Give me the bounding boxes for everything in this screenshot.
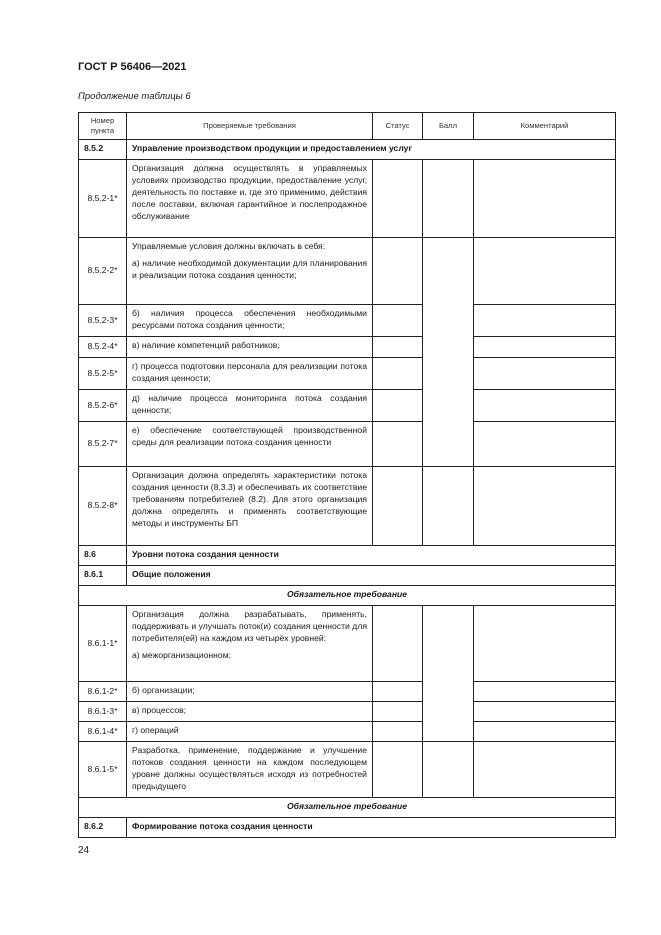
mandatory-requirement-label: Обязательное требование	[79, 586, 616, 606]
requirement-text: б) организации;	[127, 682, 373, 702]
row-number: 8.6.1-2*	[79, 682, 127, 702]
table-header-row	[79, 113, 616, 140]
row-number: 8.5.2-4*	[79, 337, 127, 358]
requirement-text: в) процессов;	[127, 702, 373, 722]
status-cell	[373, 722, 423, 742]
mandatory-requirement-row	[79, 798, 616, 818]
comment-cell	[474, 238, 616, 305]
row-number: 8.5.2-1*	[79, 160, 127, 238]
mandatory-requirement-row	[79, 586, 616, 606]
col-header-num: Номер пункта	[79, 113, 127, 140]
comment-cell	[474, 160, 616, 238]
requirement-text: г) операций	[127, 722, 373, 742]
table-caption: Продолжение таблицы 6	[78, 91, 191, 102]
table-row	[79, 742, 616, 798]
table-row	[79, 337, 616, 358]
status-cell	[373, 682, 423, 702]
status-cell	[373, 305, 423, 337]
col-header-comment: Комментарий	[474, 113, 616, 140]
comment-cell	[474, 422, 616, 467]
table-row	[79, 390, 616, 422]
row-number: 8.6.1	[79, 566, 127, 586]
row-number: 8.6	[79, 546, 127, 566]
requirement-text: б) наличия процесса обеспечения необходимыми ресурсами потока создания ценности;	[127, 305, 373, 337]
section-row	[79, 140, 616, 160]
section-title: Управление производством продукции и предоставлением услуг	[127, 140, 616, 160]
table-row	[79, 238, 616, 305]
row-number: 8.5.2-5*	[79, 358, 127, 390]
requirement-text: Организация должна определять характеристики потока создания ценности (8.3.3) и обеспечивать их соответствие требованиям потребителей (8.2). Для этого организация должна определять и применять соответствующие методы и инструменты БП	[127, 467, 373, 546]
ball-cell	[423, 467, 474, 546]
section-row	[79, 818, 616, 838]
table-row	[79, 422, 616, 467]
table-row	[79, 702, 616, 722]
comment-cell	[474, 305, 616, 337]
comment-cell	[474, 606, 616, 682]
comment-cell	[474, 390, 616, 422]
ball-cell	[423, 606, 474, 742]
row-number: 8.5.2	[79, 140, 127, 160]
table-row	[79, 358, 616, 390]
status-cell	[373, 606, 423, 682]
row-number: 8.6.1-5*	[79, 742, 127, 798]
status-cell	[373, 160, 423, 238]
comment-cell	[474, 337, 616, 358]
comment-cell	[474, 722, 616, 742]
ball-cell	[423, 160, 474, 238]
table-row	[79, 160, 616, 238]
requirement-text: д) наличие процесса мониторинга потока создания ценности;	[127, 390, 373, 422]
requirements-table	[78, 112, 616, 838]
col-header-ball: Балл	[423, 113, 474, 140]
ball-cell	[423, 742, 474, 798]
requirement-text: г) процесса подготовки персонала для реализации потока создания ценности;	[127, 358, 373, 390]
table-row	[79, 682, 616, 702]
requirement-text: Организация должна осуществлять в управляемых условиях производство продукции, предоставление услуг, деятельность по поставке и, где это применимо, действия после поставки, включая гарантийное и послепродажное обслуживание	[127, 160, 373, 238]
row-number: 8.5.2-8*	[79, 467, 127, 546]
row-number: 8.6.1-1*	[79, 606, 127, 682]
comment-cell	[474, 682, 616, 702]
section-title: Общие положения	[127, 566, 616, 586]
row-number: 8.6.1-3*	[79, 702, 127, 722]
ball-cell	[423, 238, 474, 467]
document-header: ГОСТ Р 56406—2021	[78, 61, 187, 73]
comment-cell	[474, 742, 616, 798]
status-cell	[373, 702, 423, 722]
row-number: 8.5.2-3*	[79, 305, 127, 337]
status-cell	[373, 742, 423, 798]
status-cell	[373, 238, 423, 305]
table-row	[79, 467, 616, 546]
comment-cell	[474, 467, 616, 546]
requirement-text: Организация должна разрабатывать, применять, поддерживать и улучшать поток(и) создания ценности для потребителя(ей) на каждом из четырёх уровней: а) межорганизационном;	[127, 606, 373, 682]
comment-cell	[474, 358, 616, 390]
row-number: 8.6.2	[79, 818, 127, 838]
section-row	[79, 566, 616, 586]
status-cell	[373, 422, 423, 467]
requirement-text: в) наличие компетенций работников;	[127, 337, 373, 358]
table-row	[79, 305, 616, 337]
section-title: Формирование потока создания ценности	[127, 818, 616, 838]
comment-cell	[474, 702, 616, 722]
status-cell	[373, 337, 423, 358]
mandatory-requirement-label: Обязательное требование	[79, 798, 616, 818]
row-number: 8.6.1-4*	[79, 722, 127, 742]
section-row	[79, 546, 616, 566]
row-number: 8.5.2-2*	[79, 238, 127, 305]
table-row	[79, 722, 616, 742]
page-number: 24	[78, 845, 90, 856]
section-title: Уровни потока создания ценности	[127, 546, 616, 566]
status-cell	[373, 467, 423, 546]
col-header-status: Статус	[373, 113, 423, 140]
requirement-text: Разработка, применение, поддержание и улучшение потоков создания ценности на каждом последующем уровне должны осуществляться исходя из потребностей предыдущего	[127, 742, 373, 798]
status-cell	[373, 358, 423, 390]
requirement-text: Управляемые условия должны включать в себя: а) наличие необходимой документации для планирования и реализации потока создания ценности;	[127, 238, 373, 305]
table-row	[79, 606, 616, 682]
col-header-requirements: Проверяемые требования	[127, 113, 373, 140]
row-number: 8.5.2-6*	[79, 390, 127, 422]
status-cell	[373, 390, 423, 422]
requirement-text: е) обеспечение соответствующей производственной среды для реализации потока создания ценности	[127, 422, 373, 467]
row-number: 8.5.2-7*	[79, 422, 127, 467]
